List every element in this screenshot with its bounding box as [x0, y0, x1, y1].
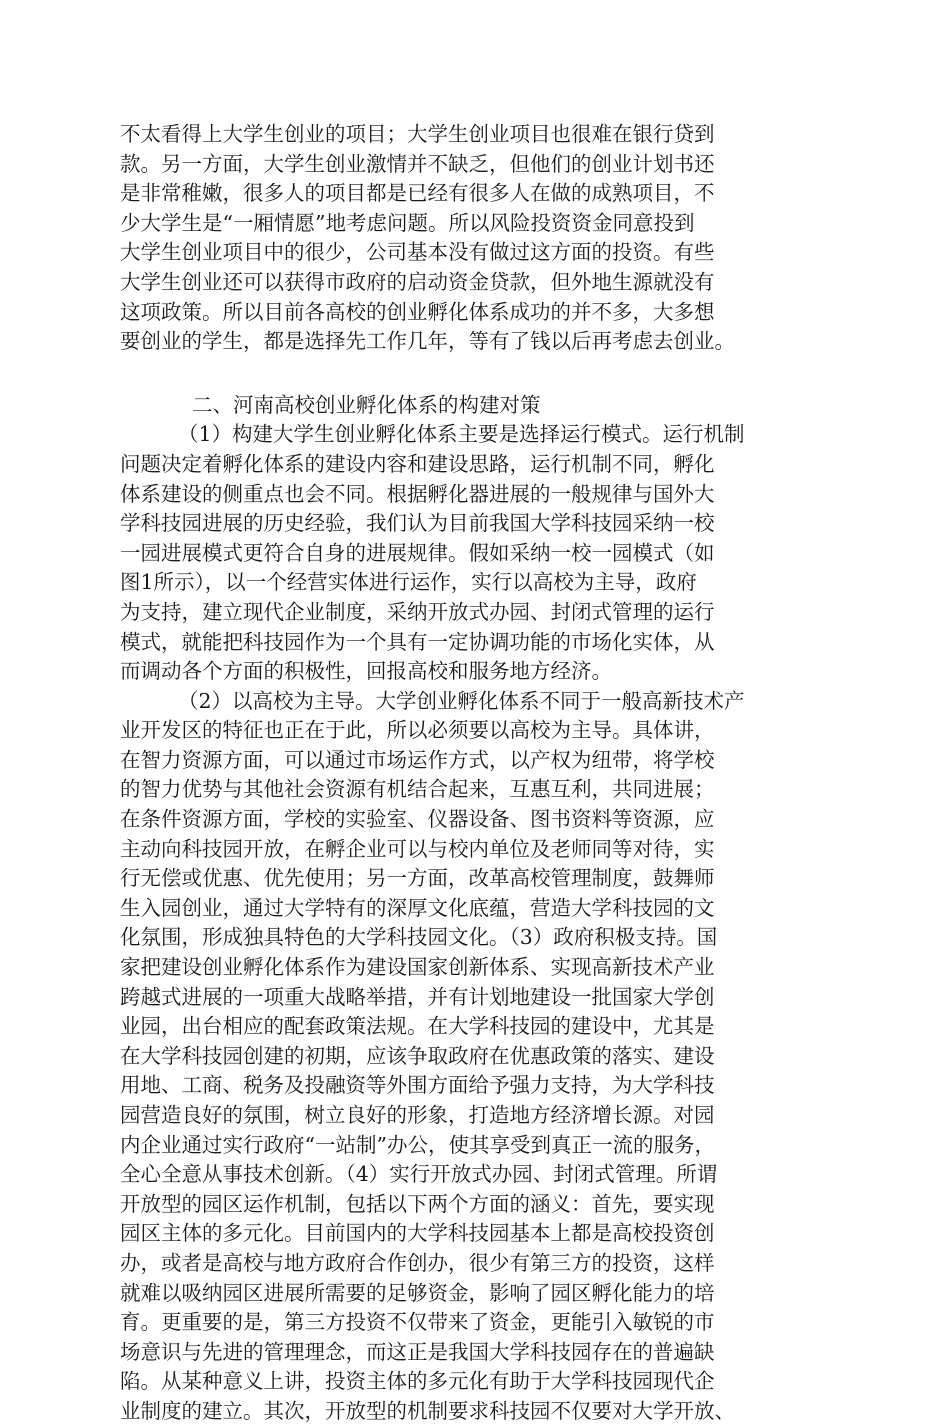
text-line: 图1所示），以一个经营实体进行运作，实行以高校为主导，政府 [120, 570, 697, 595]
text-line: 行无偿或优惠、优先使用；另一方面，改革高校管理制度，鼓舞师 [120, 866, 715, 891]
text-line: 要创业的学生，都是选择先工作几年，等有了钱以后再考虑去创业。 [120, 329, 735, 354]
paragraph-gap [120, 357, 810, 391]
text-line: 一园进展模式更符合自身的进展规律。假如采纳一校一园模式（如 [120, 540, 715, 565]
text-line: 为支持，建立现代企业制度，采纳开放式办园、封闭式管理的运行 [120, 599, 715, 624]
text-line: 少大学生是“一厢情愿”地考虑问题。所以风险投资资金同意投到 [120, 210, 695, 235]
text-line: 是非常稚嫩，很多人的项目都是已经有很多人在做的成熟项目，不 [120, 181, 715, 206]
paragraph-1 [120, 120, 810, 357]
text-line: 大学生创业项目中的很少，公司基本没有做过这方面的投资。有些 [120, 240, 715, 265]
text-line: 大学生创业还可以获得市政府的启动资金贷款，但外地生源就没有 [120, 269, 715, 294]
text-line: 学科技园进展的历史经验，我们认为目前我国大学科技园采纳一校 [120, 511, 715, 536]
text-line: 业制度的建立。其次，开放型的机制要求科技园不仅要对大学开放、 [120, 1398, 735, 1423]
text-line: （1）构建大学生创业孵化体系主要是选择运行模式。运行机制 [178, 422, 745, 447]
text-line: 就难以吸纳园区进展所需要的足够资金，影响了园区孵化能力的培 [120, 1280, 715, 1305]
paragraph-3 [120, 687, 810, 1427]
text-line: 用地、工商、税务及投融资等外围方面给予强力支持，为大学科技 [120, 1073, 715, 1098]
text-line: 化氛围，形成独具特色的大学科技园文化。（3）政府积极支持。国 [120, 925, 718, 950]
text-line: 业园，出台相应的配套政策法规。在大学科技园的建设中，尤其是 [120, 1014, 715, 1039]
text-line: 问题决定着孵化体系的建设内容和建设思路，运行机制不同，孵化 [120, 451, 715, 476]
text-line: 在智力资源方面，可以通过市场运作方式，以产权为纽带，将学校 [120, 747, 715, 772]
text-line: 园区主体的多元化。目前国内的大学科技园基本上都是高校投资创 [120, 1221, 715, 1246]
text-line: 在条件资源方面，学校的实验室、仪器设备、图书资料等资源，应 [120, 807, 715, 832]
text-line: 款。另一方面，大学生创业激情并不缺乏，但他们的创业计划书还 [120, 151, 715, 176]
text-line: 场意识与先进的管理理念，而这正是我国大学科技园存在的普遍缺 [120, 1339, 715, 1364]
text-line: 在大学科技园创建的初期，应该争取政府在优惠政策的落实、建设 [120, 1043, 715, 1068]
text-line: 内企业通过实行政府“一站制”办公，使其享受到真正一流的服务， [120, 1132, 715, 1157]
text-line: 这项政策。所以目前各高校的创业孵化体系成功的并不多，大多想 [120, 299, 715, 324]
text-line: 育。更重要的是，第三方投资不仅带来了资金，更能引入敏锐的市 [120, 1310, 715, 1335]
text-line: 业开发区的特征也正在于此，所以必须要以高校为主导。具体讲， [120, 718, 715, 743]
text-line: 而调动各个方面的积极性，回报高校和服务地方经济。 [120, 659, 612, 684]
text-line: 办，或者是高校与地方政府合作创办，很少有第三方的投资，这样 [120, 1250, 715, 1275]
text-line: 家把建设创业孵化体系作为建设国家创新体系、实现高新技术产业 [120, 955, 715, 980]
text-line: 跨越式进展的一项重大战略举措，并有计划地建设一批国家大学创 [120, 984, 715, 1009]
text-line: 不太看得上大学生创业的项目；大学生创业项目也很难在银行贷到 [120, 122, 715, 146]
text-line: 陷。从某种意义上讲，投资主体的多元化有助于大学科技园现代企 [120, 1369, 715, 1394]
text-line: 模式，就能把科技园作为一个具有一定协调功能的市场化实体，从 [120, 629, 715, 654]
section-heading: 二、河南高校创业孵化体系的构建对策 [192, 392, 541, 417]
document-page [120, 120, 810, 1427]
text-line: 的智力优势与其他社会资源有机结合起来，互惠互利，共同进展； [120, 777, 715, 802]
text-line: （2）以高校为主导。大学创业孵化体系不同于一般高新技术产 [178, 688, 745, 713]
text-line: 开放型的园区运作机制，包括以下两个方面的涵义：首先，要实现 [120, 1191, 715, 1216]
text-line: 生入园创业，通过大学特有的深厚文化底蕴，营造大学科技园的文 [120, 895, 715, 920]
text-line: 体系建设的侧重点也会不同。根据孵化器进展的一般规律与国外大 [120, 481, 715, 506]
text-line: 园营造良好的氛围，树立良好的形象，打造地方经济增长源。对园 [120, 1103, 715, 1127]
text-line: 主动向科技园开放，在孵企业可以与校内单位及老师同等对待，实 [120, 836, 715, 861]
paragraph-2 [120, 420, 810, 686]
text-line: 全心全意从事技术创新。（4）实行开放式办园、封闭式管理。所谓 [120, 1162, 718, 1187]
